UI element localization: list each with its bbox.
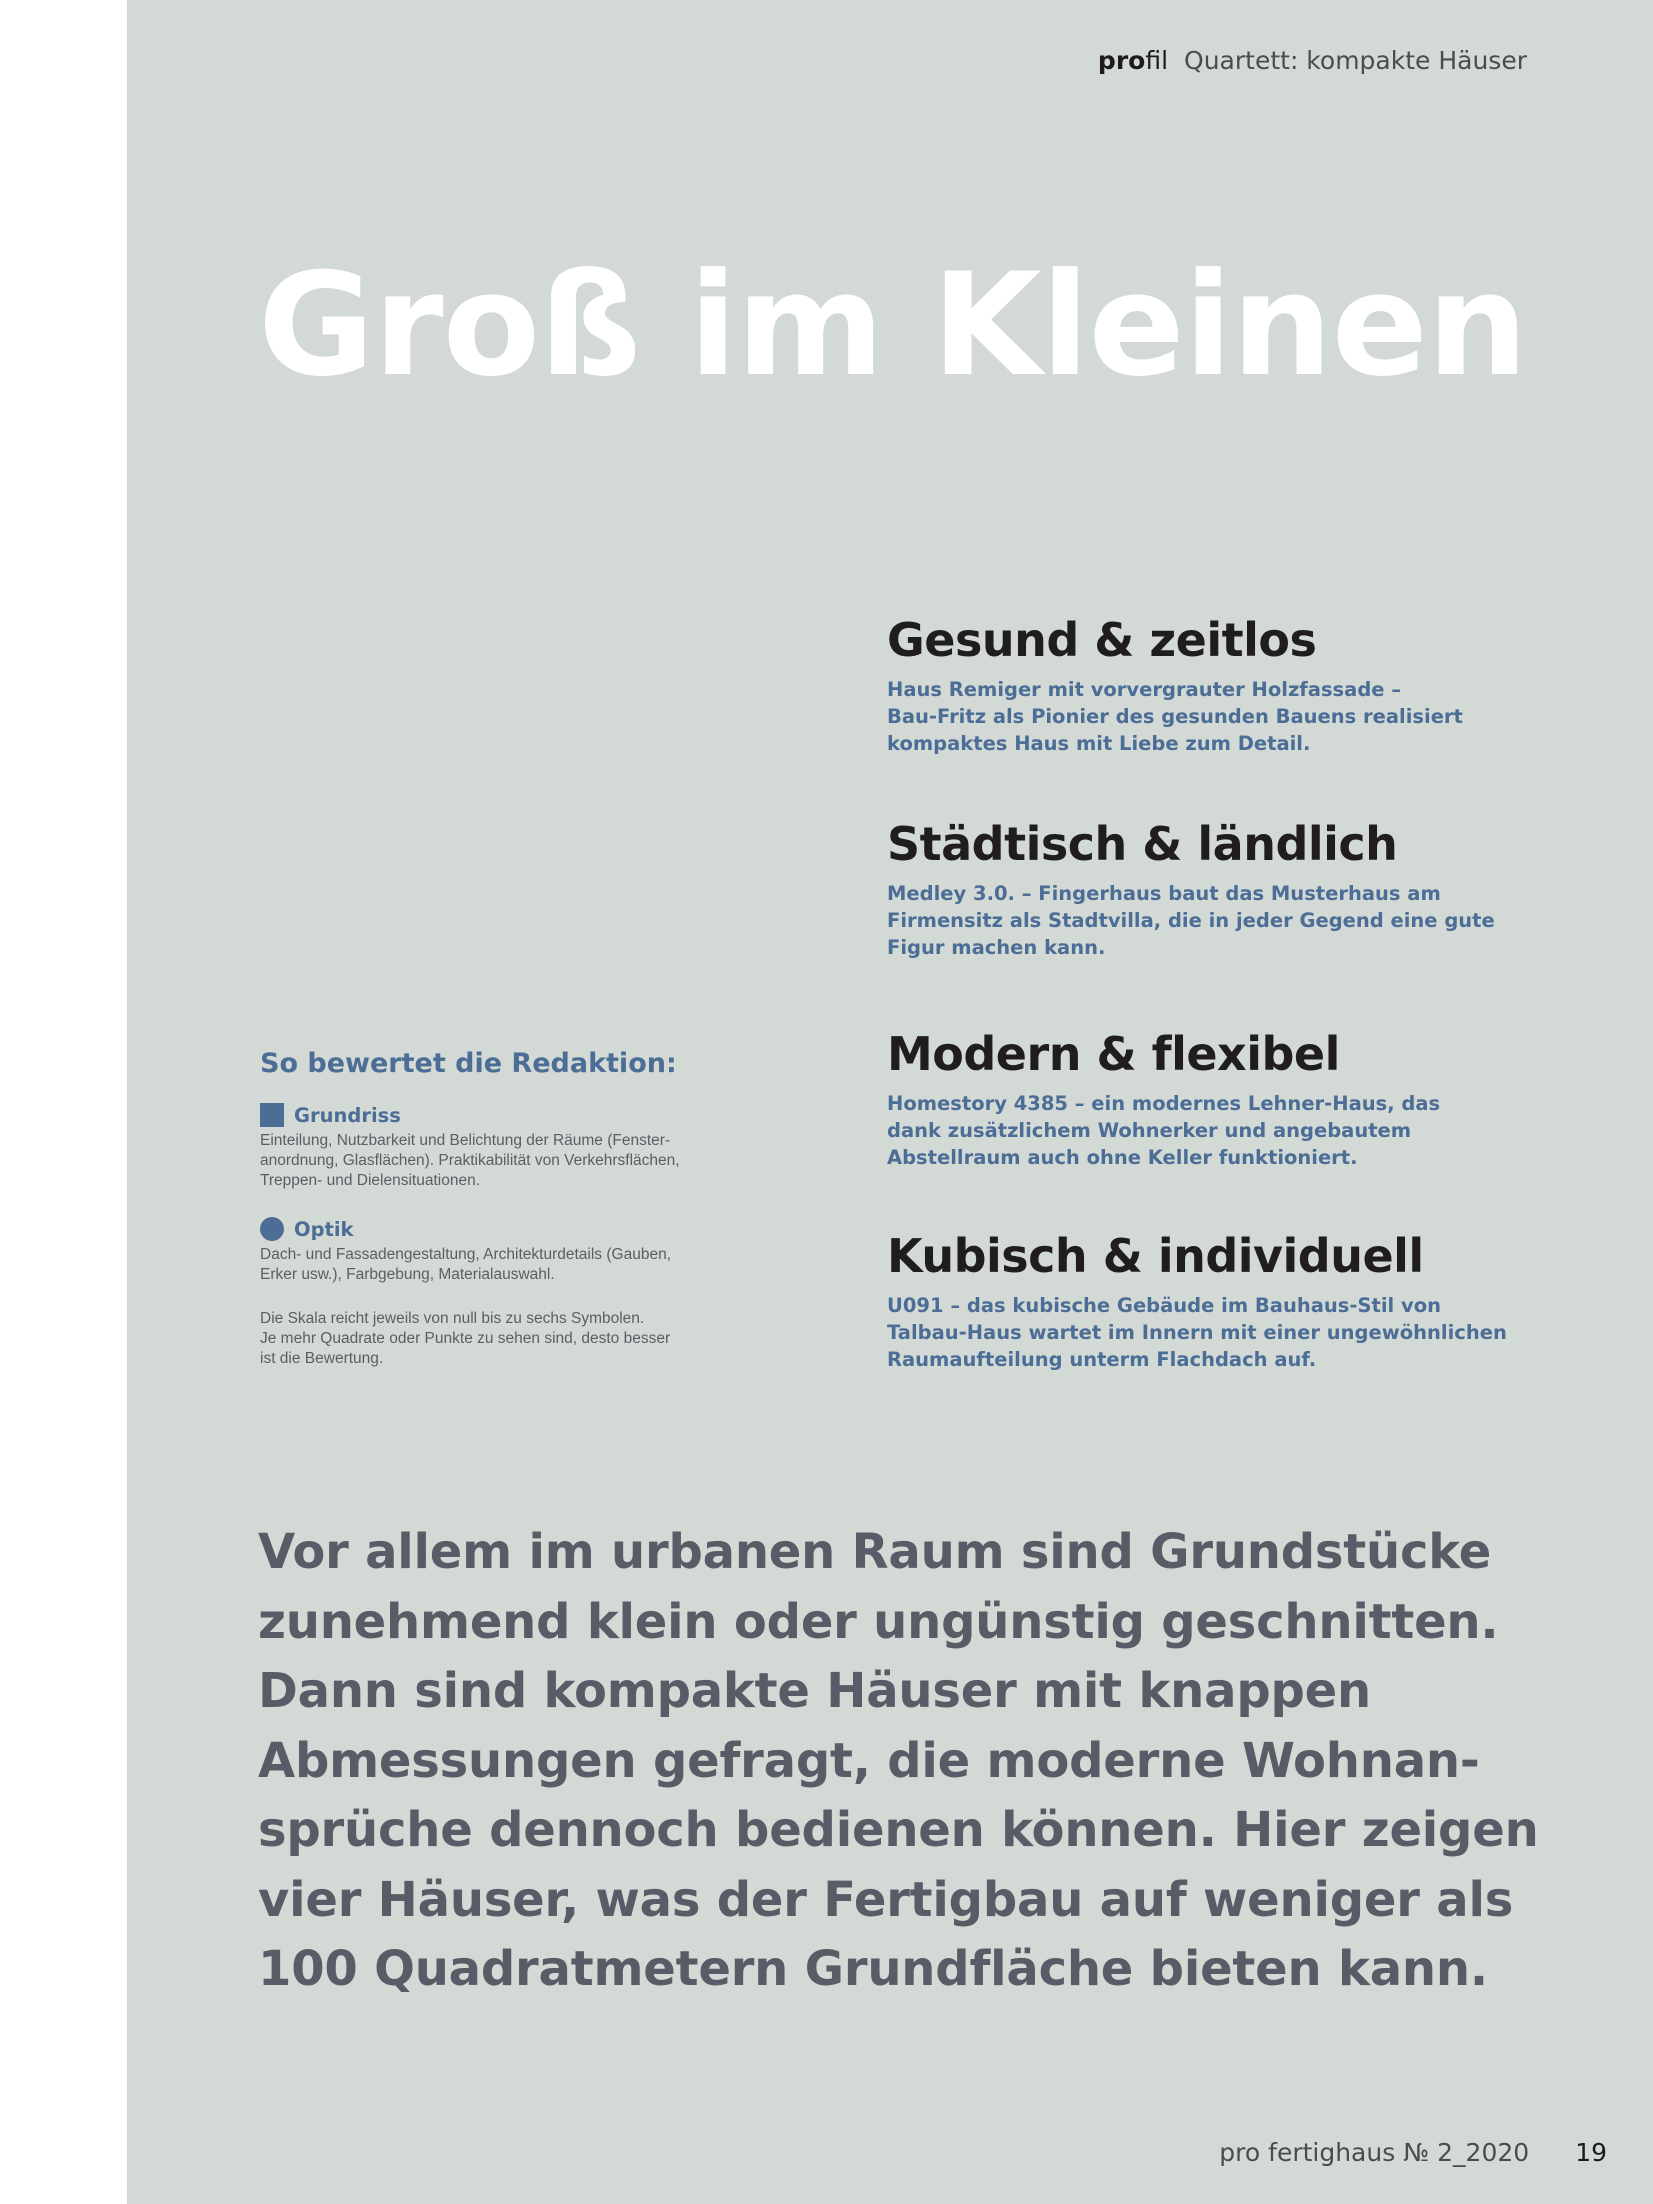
feature-heading: Kubisch & individuell [887, 1229, 1424, 1283]
rating-legend [260, 1048, 730, 1369]
legend-item-grundriss [260, 1103, 730, 1127]
feature-heading: Modern & flexibel [887, 1027, 1340, 1081]
feature-teaser: U091 – das kubische Gebäude im Bauhaus-Stil von Talbau-Haus wartet im Innern mit einer ungewöhnlichen Raumaufteilung unterm Flachdach auf. [887, 1293, 1507, 1371]
feature-staedtisch-laendlich [887, 819, 1507, 961]
legend-item-description: Einteilung, Nutzbarkeit und Belichtung der Räume (Fenster- anordnung, Glasflächen). Praktikabilität von Verkehrsflächen, Treppen- und Dielensituationen. [260, 1132, 680, 1189]
feature-heading: Städtisch & ländlich [887, 817, 1398, 871]
feature-teaser: Haus Remiger mit vorvergrauter Holzfassade – Bau-Fritz als Pionier des gesunden Bauens realisiert kompaktes Haus mit Liebe zum Detail. [887, 677, 1463, 755]
feature-teaser: Homestory 4385 – ein modernes Lehner-Haus, das dank zusätzlichem Wohnerker und angebautem Abstellraum auch ohne Keller funktioniert. [887, 1091, 1441, 1169]
feature-kubisch-individuell [887, 1231, 1507, 1373]
page-title: Groß im Kleinen [258, 243, 1527, 408]
circle-icon [260, 1217, 284, 1241]
page-footer [1219, 2138, 1607, 2167]
legend-scale-note: Die Skala reicht jeweils von null bis zu sechs Symbolen. Je mehr Quadrate oder Punkte zu sehen sind, desto besser ist die Bewertung. [260, 1310, 671, 1367]
legend-item-label: Grundriss [294, 1103, 401, 1127]
section-title: Quartett: kompakte Häuser [1184, 46, 1527, 75]
page-number: 19 [1575, 2138, 1607, 2167]
magazine-section-brand: profil [1097, 46, 1169, 75]
feature-modern-flexibel [887, 1029, 1507, 1171]
feature-heading: Gesund & zeitlos [887, 613, 1317, 667]
feature-teaser: Medley 3.0. – Fingerhaus baut das Musterhaus am Firmensitz als Stadtvilla, die in jeder Gegend eine gute Figur machen kann. [887, 881, 1495, 959]
square-icon [260, 1103, 284, 1127]
legend-item-description: Dach- und Fassadengestaltung, Architekturdetails (Gauben, Erker usw.), Farbgebung, Materialauswahl. [260, 1246, 671, 1283]
publication-issue: pro fertighaus № 2_2020 [1219, 2138, 1530, 2167]
intro-paragraph: Vor allem im urbanen Raum sind Grundstücke zunehmend klein oder ungünstig geschnitten. Dann sind kompakte Häuser mit knappen Abmessungen gefragt, die moderne Wohnan- sprüche dennoch bedienen können. Hier zeigen vier Häuser, was der Fertigbau auf weniger als 100 Quadratmetern Grundfläche bieten kann. [258, 1524, 1539, 1997]
legend-heading: So bewertet die Redaktion: [260, 1048, 677, 1079]
legend-item-optik [260, 1217, 730, 1241]
feature-gesund-zeitlos [887, 615, 1507, 757]
legend-item-label: Optik [294, 1217, 354, 1241]
running-head [1098, 46, 1527, 75]
